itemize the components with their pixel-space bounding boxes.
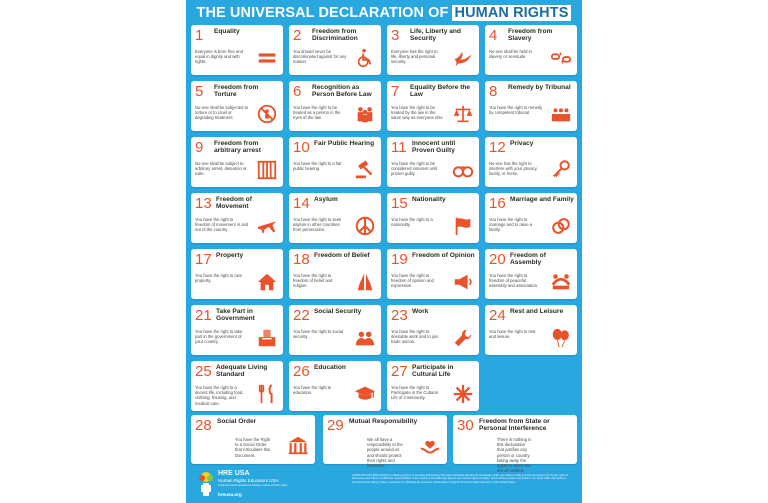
right-number: 3 (391, 27, 400, 44)
right-number: 12 (489, 139, 506, 156)
right-card-4 (485, 25, 577, 75)
wrench-icon (452, 327, 474, 349)
right-title: Work (412, 308, 429, 315)
scales-icon (452, 103, 474, 125)
title-part1: THE UNIVERSAL DECLARATION OF (196, 5, 449, 21)
right-card-10 (289, 137, 381, 187)
people-group-icon (354, 103, 376, 125)
right-number: 4 (489, 27, 498, 44)
right-title: Education (314, 364, 346, 371)
right-card-13 (191, 193, 283, 243)
right-number: 6 (293, 83, 302, 100)
right-title: Asylum (314, 196, 338, 203)
org-url-link[interactable]: hreusa.org (218, 492, 242, 497)
hands-heart-icon (419, 434, 441, 456)
right-number: 19 (391, 251, 408, 268)
right-card-28 (191, 415, 315, 464)
dove-icon (452, 47, 474, 69)
right-description: You have the right to take part in the government of your country. (195, 329, 243, 345)
right-number: 29 (327, 417, 344, 434)
right-title: Freedom from arbitrary arrest (214, 140, 261, 155)
graduation-cap-icon (354, 383, 376, 405)
right-number: 2 (293, 27, 302, 44)
right-card-17 (191, 249, 283, 299)
right-number: 1 (195, 27, 204, 44)
right-title: Freedom from Discrimination (312, 28, 358, 43)
right-card-20 (485, 249, 577, 299)
right-description: You have the right to rest and leisure. (489, 329, 536, 340)
right-number: 13 (195, 195, 212, 212)
tribunal-icon (550, 103, 572, 125)
right-description: No-one shall be subject to arbitrary arrest, detention or exile. (195, 161, 247, 177)
right-card-15 (387, 193, 479, 243)
right-description: You have the right to a decent life, including food, clothing, housing, and medical care. (195, 385, 244, 406)
right-card-14 (289, 193, 381, 243)
right-title: Social Security (314, 308, 362, 315)
right-description: You have the right to a fair public hearing (293, 161, 342, 172)
shield-people-icon (354, 327, 376, 349)
right-title: Participate in Cultural Life (412, 364, 454, 379)
org-name: HRE USA (218, 470, 250, 477)
right-card-5 (191, 81, 283, 131)
right-description: No-one shall be held in slavery or servitude. (489, 49, 532, 60)
right-number: 24 (489, 307, 506, 324)
right-description: You have the right to freedom of peaceful assembly and association. (489, 273, 539, 289)
right-description: You have the right to freedom of belief and religion. (293, 273, 333, 289)
right-number: 18 (293, 251, 310, 268)
airplane-icon (256, 215, 278, 237)
right-number: 21 (195, 307, 212, 324)
right-description: You have the right to freedom of opinion and expression. (391, 273, 434, 289)
right-card-19 (387, 249, 479, 299)
right-title: Freedom of Belief (314, 252, 370, 259)
title-part2: HUMAN RIGHTS (452, 5, 572, 21)
house-icon (256, 271, 278, 293)
right-number: 16 (489, 195, 506, 212)
right-title: Fair Public Hearing (314, 140, 375, 147)
right-description: Everyone is born free and equal in dignity and with rights. (195, 49, 243, 65)
wheelchair-icon (354, 47, 376, 69)
building-icon (287, 434, 309, 456)
right-description: You should never be discriminated against for any reason. (293, 49, 347, 65)
right-number: 9 (195, 139, 204, 156)
right-card-12 (485, 137, 577, 187)
right-description: You have the Right to a Social Order that Articulates this Document. (235, 437, 271, 458)
right-number: 23 (391, 307, 408, 324)
right-card-22 (289, 305, 381, 355)
right-title: Mutual Responsibility (349, 418, 418, 425)
footer-disclaimer: HUMAN RIGHTS EDUCATION is a lifelong process of teaching and learning that helps individuals develop the knowledge, skills, and values to fully exercise and protect the human rights of themselves and others; to fulfill their responsibilities in the context of internationally agreed upon human rights principles; and to achieve justice and peace in our world. HRE USA works to promote human dignity, justice, and peace by cultivating an expansive, vibrant base of support for human rights education in the United States. (352, 474, 569, 484)
right-title: Adequate Living Standard (216, 364, 268, 379)
right-description: You have the right to social security. (293, 329, 344, 340)
right-card-24 (485, 305, 577, 355)
right-card-3 (387, 25, 479, 75)
ballot-box-icon (256, 327, 278, 349)
right-number: 11 (391, 139, 407, 156)
right-description: You have the right to Participate in the Cultural Life of Community. (391, 385, 438, 401)
right-description: You have the right to be considered innocent until proven guilty. (391, 161, 438, 177)
culture-icon (452, 383, 474, 405)
right-number: 14 (293, 195, 310, 212)
right-card-9 (191, 137, 283, 187)
right-card-29 (323, 415, 447, 469)
right-description: We all have a responsibility to the people around us and should protect their rights and freedoms. (367, 437, 403, 469)
broken-chain-icon (550, 47, 572, 69)
right-title: Freedom of Assembly (510, 252, 546, 267)
right-title: Social Order (217, 418, 257, 425)
handcuffs-icon (452, 159, 474, 181)
right-title: Privacy (510, 140, 534, 147)
org-description: A national network dedicated to building a culture of human rights (218, 484, 288, 487)
right-number: 22 (293, 307, 310, 324)
balloons-icon (550, 327, 572, 349)
right-description: You have the right to a nationality. (391, 217, 433, 228)
right-description: You have the right to education. (293, 385, 332, 396)
right-title: Equality Before the Law (410, 84, 471, 99)
right-number: 20 (489, 251, 506, 268)
poster-title (186, 3, 582, 23)
right-card-7 (387, 81, 479, 131)
prison-bars-icon (256, 159, 278, 181)
right-number: 7 (391, 83, 400, 100)
right-card-1 (191, 25, 283, 75)
right-number: 15 (391, 195, 408, 212)
right-number: 28 (195, 417, 212, 434)
right-number: 30 (457, 417, 474, 434)
flag-icon (452, 215, 474, 237)
right-title: Freedom of Movement (216, 196, 252, 211)
right-number: 10 (293, 139, 310, 156)
linked-hands-icon (550, 271, 572, 293)
right-description: Everyone has the right to life, liberty and personal security. (391, 49, 438, 65)
right-title: Freedom from Slavery (508, 28, 553, 43)
right-description: There is nothing in this declaration that justifies any person or country taking away the rights to which we are all entitled. (497, 437, 532, 474)
right-description: You have the right to marriage and to raise a family. (489, 217, 533, 233)
hre-logo-icon (197, 471, 215, 497)
org-full-name: Human Rights Educators USA (218, 478, 279, 483)
gavel-icon (354, 159, 376, 181)
right-description: You have the right to be treated as a person in the eyes of the law. (293, 105, 341, 121)
right-title: Nationality (412, 196, 446, 203)
right-description: You have the right to freedom of movement in and out of the country. (195, 217, 249, 233)
right-title: Property (216, 252, 244, 259)
fork-knife-icon (256, 383, 278, 405)
right-title: Freedom from Torture (214, 84, 259, 99)
right-number: 5 (195, 83, 204, 100)
right-title: Equality (214, 28, 240, 35)
right-number: 27 (391, 363, 408, 380)
right-description: You have the right to seek asylum in other countries from persecution. (293, 217, 342, 233)
right-card-23 (387, 305, 479, 355)
footer (186, 469, 582, 503)
right-card-6 (289, 81, 381, 131)
right-number: 8 (489, 83, 498, 100)
right-description: You have the right to remedy by competent tribunal. (489, 105, 543, 116)
right-number: 26 (293, 363, 310, 380)
right-description: You have the right to desirable work and to join trade unions. (391, 329, 439, 345)
peace-icon (354, 215, 376, 237)
poster (186, 0, 582, 503)
right-card-26 (289, 361, 381, 411)
no-torture-icon (256, 103, 278, 125)
right-description: You have the right to be treated by the law in the same way as everyone else (391, 105, 443, 121)
right-number: 17 (195, 251, 212, 268)
right-title: Innocent until Proven Guilty (412, 140, 456, 155)
right-description: No-one shall be subjected to torture or to cruel or degrading treatment. (195, 105, 249, 121)
praying-hands-icon (354, 271, 376, 293)
right-description: You have the right to own property. (195, 273, 243, 284)
right-card-8 (485, 81, 577, 131)
right-title: Recognition as Person Before Law (312, 84, 372, 99)
right-title: Rest and Leisure (510, 308, 564, 315)
right-title: Life, Liberty and Security (410, 28, 461, 43)
right-card-2 (289, 25, 381, 75)
right-card-27 (387, 361, 479, 411)
right-card-25 (191, 361, 283, 411)
right-title: Remedy by Tribunal (508, 84, 571, 91)
right-card-18 (289, 249, 381, 299)
right-card-16 (485, 193, 577, 243)
right-card-30 (453, 415, 577, 474)
right-card-21 (191, 305, 283, 355)
right-description: No-one has the right to interfere with your privacy, family, or home. (489, 161, 538, 177)
key-icon (550, 159, 572, 181)
megaphone-icon (452, 271, 474, 293)
right-number: 25 (195, 363, 212, 380)
rings-icon (550, 215, 572, 237)
right-title: Take Part in Government (216, 308, 255, 323)
right-card-11 (387, 137, 479, 187)
right-title: Freedom from State or Personal Interference (479, 418, 550, 433)
right-title: Freedom of Opinion (412, 252, 475, 259)
equal-sign-icon (256, 47, 278, 69)
right-title: Marriage and Family (510, 196, 574, 203)
